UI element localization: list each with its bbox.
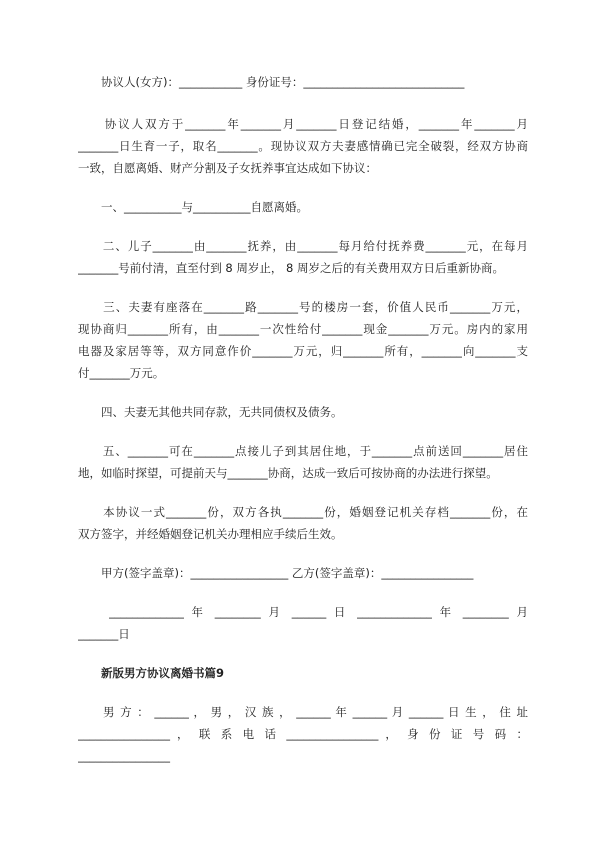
copies-line-1: 本协议一式_______份，双方各执_______份，婚姻登记机关存档_______份，在 bbox=[78, 505, 528, 519]
date-line-2: _______日 bbox=[78, 627, 130, 641]
clause-5-line-1: 五、_______可在_______点接儿子到其居住地，于_______点前送回_______居住 bbox=[78, 444, 528, 458]
clause-3-line-2: 现协商归_______所有，由_______一次性给付_______现金_______万元。房内的家用 bbox=[78, 322, 528, 336]
clause-2-line-1: 二、儿子_______由_______抚养，由_______每月给付抚养费_______元，在每月 bbox=[78, 239, 528, 253]
section-heading: 新版男方协议离婚书篇9 bbox=[78, 666, 225, 680]
date-line-1: _____________ 年 ________ 月 ______ 日 _____________ 年 ________ 月 bbox=[78, 605, 528, 619]
clause-3-line-4: 付_______万元。 bbox=[78, 366, 165, 380]
paragraph-marriage-line-3: 一致，自愿离婚、财产分割及子女抚养事宜达成如下协议： bbox=[78, 161, 377, 175]
clause-1-line: 一、__________与__________自愿离婚。 bbox=[78, 200, 308, 214]
clause-3-line-1: 三、夫妻有座落在_______路_______号的楼房一套，价值人民币_______万元， bbox=[78, 300, 528, 314]
clause-3-line-3: 电器及家居等等，双方同意作价_______万元，归_______所有，_______向_______支 bbox=[78, 344, 528, 358]
male-party-line-2: ________________ ， 联 系 电 话 ________________ ， 身 份 证 号 码 ： bbox=[78, 727, 528, 741]
clause-2-line-2: _______号前付清，直至付到 8 周岁止， 8 周岁之后的有关费用双方日后重新协商。 bbox=[78, 261, 505, 275]
paragraph-marriage-line-2: _______日生育一子，取名_______。现协议双方夫妻感情确已完全破裂，经双方协商 bbox=[78, 139, 528, 153]
clause-5-line-2: 地，如临时探望，可提前天与_______协商，达成一致后可按协商的办法进行探望。 bbox=[78, 466, 498, 480]
female-party-id-line: 协议人(女方)：___________ 身份证号：____________________________ bbox=[78, 75, 465, 89]
clause-4-line: 四、夫妻无其他共同存款，无共同债权及债务。 bbox=[78, 405, 343, 419]
paragraph-marriage-line-1: 协议人双方于_______年_______月_______日登记结婚，_______年_______月 bbox=[78, 117, 528, 131]
male-party-line-1: 男 方 ： ______ ， 男 ， 汉 族 ， ______ 年 ______ 月 ______ 日 生 ， 住 址 bbox=[78, 705, 528, 719]
signature-line: 甲方(签字盖章)：_________________ 乙方(签字盖章)：________________ bbox=[78, 566, 474, 580]
copies-line-2: 双方签字，并经婚姻登记机关办理相应手续后生效。 bbox=[78, 527, 343, 541]
male-party-line-3: ________________ bbox=[78, 749, 170, 763]
